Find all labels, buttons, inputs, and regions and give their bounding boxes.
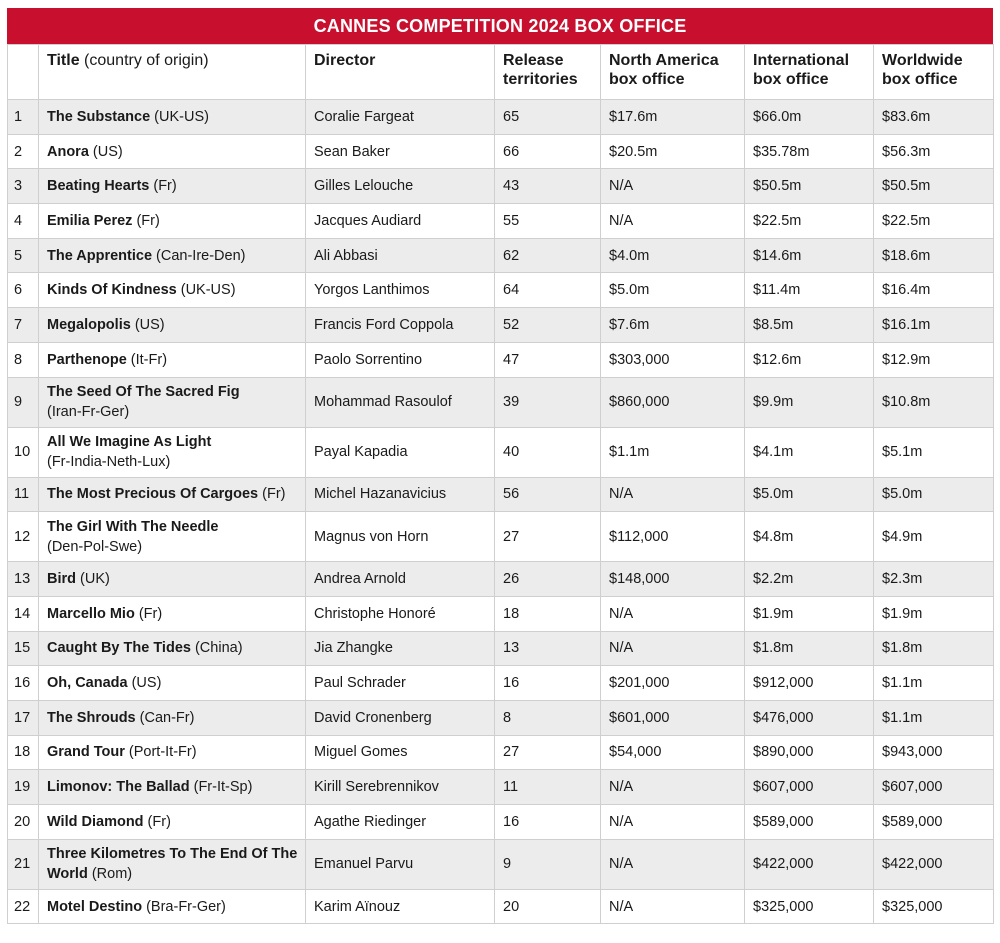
film-title: The Girl With The Needle <box>47 518 219 535</box>
cell-north-america: N/A <box>601 805 745 840</box>
cell-territories: 64 <box>495 273 601 308</box>
cell-international: $2.2m <box>745 562 874 597</box>
cell-north-america: N/A <box>601 839 745 889</box>
cell-rank: 12 <box>8 512 39 562</box>
film-origin: (Fr) <box>258 486 286 503</box>
cell-director: Paul Schrader <box>306 666 495 701</box>
cell-director: David Cronenberg <box>306 700 495 735</box>
film-title: Emilia Perez <box>47 212 133 229</box>
film-origin: (Bra-Fr-Ger) <box>142 898 226 915</box>
cell-director: Ali Abbasi <box>306 238 495 273</box>
cell-rank: 19 <box>8 770 39 805</box>
film-title: Megalopolis <box>47 316 131 333</box>
cell-worldwide: $1.8m <box>874 631 994 666</box>
table-banner: CANNES COMPETITION 2024 BOX OFFICE <box>7 8 993 44</box>
cell-worldwide: $83.6m <box>874 100 994 135</box>
film-origin: (Den-Pol-Swe) <box>47 538 143 555</box>
cell-territories: 47 <box>495 342 601 377</box>
film-title: The Most Precious Of Cargoes <box>47 486 259 503</box>
cell-worldwide: $325,000 <box>874 889 994 924</box>
film-title: Bird <box>47 571 76 588</box>
film-title: Marcello Mio <box>47 605 135 622</box>
table-row <box>8 169 994 204</box>
cell-north-america: $148,000 <box>601 562 745 597</box>
cell-territories: 62 <box>495 238 601 273</box>
cell-worldwide: $607,000 <box>874 770 994 805</box>
cell-international: $4.1m <box>745 427 874 477</box>
header-title: Title (country of origin) <box>39 45 306 100</box>
cell-north-america: $17.6m <box>601 100 745 135</box>
cell-rank: 7 <box>8 308 39 343</box>
cell-territories: 26 <box>495 562 601 597</box>
cell-north-america: $7.6m <box>601 308 745 343</box>
film-origin: (US) <box>88 143 123 160</box>
cell-director: Coralie Fargeat <box>306 100 495 135</box>
film-title: Caught By The Tides <box>47 640 191 657</box>
table-row <box>8 596 994 631</box>
cell-worldwide: $12.9m <box>874 342 994 377</box>
film-origin: (UK-US) <box>176 282 236 299</box>
table-row <box>8 631 994 666</box>
cell-international: $589,000 <box>745 805 874 840</box>
table-row <box>8 839 994 889</box>
cell-director: Emanuel Parvu <box>306 839 495 889</box>
cell-worldwide: $56.3m <box>874 134 994 169</box>
cell-worldwide: $1.9m <box>874 596 994 631</box>
cell-title <box>39 735 306 770</box>
cell-worldwide: $10.8m <box>874 377 994 427</box>
cell-north-america: N/A <box>601 204 745 239</box>
film-title: Grand Tour <box>47 744 125 761</box>
cell-international: $4.8m <box>745 512 874 562</box>
cell-rank: 20 <box>8 805 39 840</box>
film-title: The Apprentice <box>47 247 153 264</box>
cell-worldwide: $18.6m <box>874 238 994 273</box>
cell-international: $8.5m <box>745 308 874 343</box>
cell-territories: 13 <box>495 631 601 666</box>
table-row <box>8 100 994 135</box>
header-director: Director <box>306 45 495 100</box>
cell-rank: 10 <box>8 427 39 477</box>
cell-director: Karim Aïnouz <box>306 889 495 924</box>
cell-territories: 16 <box>495 805 601 840</box>
cell-territories: 52 <box>495 308 601 343</box>
film-title: Kinds Of Kindness <box>47 282 177 299</box>
table-row <box>8 427 994 477</box>
header-international: International box office <box>745 45 874 100</box>
cell-rank: 13 <box>8 562 39 597</box>
cell-rank: 16 <box>8 666 39 701</box>
film-title: Anora <box>47 143 89 160</box>
cell-rank: 3 <box>8 169 39 204</box>
cell-worldwide: $16.1m <box>874 308 994 343</box>
cell-north-america: N/A <box>601 596 745 631</box>
box-office-table-container <box>7 8 993 924</box>
header-north-america: North America box office <box>601 45 745 100</box>
film-origin: (US) <box>130 316 165 333</box>
film-origin: (Fr) <box>143 813 171 830</box>
cell-worldwide: $16.4m <box>874 273 994 308</box>
table-row <box>8 204 994 239</box>
cell-title <box>39 770 306 805</box>
cell-rank: 2 <box>8 134 39 169</box>
cell-director: Francis Ford Coppola <box>306 308 495 343</box>
cell-territories: 9 <box>495 839 601 889</box>
cell-director: Mohammad Rasoulof <box>306 377 495 427</box>
cell-director: Michel Hazanavicius <box>306 477 495 512</box>
cell-north-america: $54,000 <box>601 735 745 770</box>
cell-north-america: $112,000 <box>601 512 745 562</box>
cell-rank: 8 <box>8 342 39 377</box>
film-title: Beating Hearts <box>47 178 150 195</box>
cell-rank: 22 <box>8 889 39 924</box>
table-row <box>8 273 994 308</box>
cell-rank: 14 <box>8 596 39 631</box>
cell-title <box>39 169 306 204</box>
cell-international: $35.78m <box>745 134 874 169</box>
cell-title <box>39 308 306 343</box>
cell-worldwide: $5.1m <box>874 427 994 477</box>
film-origin: (Fr) <box>149 178 177 195</box>
cell-international: $22.5m <box>745 204 874 239</box>
cell-north-america: N/A <box>601 477 745 512</box>
film-origin: (Can-Fr) <box>135 709 195 726</box>
cell-rank: 11 <box>8 477 39 512</box>
film-title: Oh, Canada <box>47 675 128 692</box>
cell-international: $912,000 <box>745 666 874 701</box>
film-title: The Substance <box>47 108 151 125</box>
cell-title <box>39 889 306 924</box>
cell-title <box>39 134 306 169</box>
cell-territories: 56 <box>495 477 601 512</box>
film-origin: (US) <box>127 675 162 692</box>
cell-director: Jacques Audiard <box>306 204 495 239</box>
cell-worldwide: $943,000 <box>874 735 994 770</box>
cell-territories: 20 <box>495 889 601 924</box>
header-territories: Release territories <box>495 45 601 100</box>
cell-director: Christophe Honoré <box>306 596 495 631</box>
film-origin: (UK) <box>76 571 110 588</box>
cell-international: $66.0m <box>745 100 874 135</box>
cell-rank: 5 <box>8 238 39 273</box>
cell-territories: 11 <box>495 770 601 805</box>
cell-title <box>39 377 306 427</box>
cell-rank: 17 <box>8 700 39 735</box>
cell-territories: 40 <box>495 427 601 477</box>
table-row <box>8 805 994 840</box>
cell-worldwide: $22.5m <box>874 204 994 239</box>
cell-north-america: $4.0m <box>601 238 745 273</box>
cell-rank: 9 <box>8 377 39 427</box>
cell-rank: 6 <box>8 273 39 308</box>
cell-international: $1.9m <box>745 596 874 631</box>
cell-rank: 21 <box>8 839 39 889</box>
cell-director: Kirill Serebrennikov <box>306 770 495 805</box>
cell-international: $5.0m <box>745 477 874 512</box>
table-row <box>8 342 994 377</box>
table-row <box>8 700 994 735</box>
film-title: Motel Destino <box>47 898 143 915</box>
cell-international: $325,000 <box>745 889 874 924</box>
cell-director: Payal Kapadia <box>306 427 495 477</box>
film-title: Parthenope <box>47 351 127 368</box>
cell-director: Yorgos Lanthimos <box>306 273 495 308</box>
film-origin: (UK-US) <box>150 108 209 125</box>
cell-director: Magnus von Horn <box>306 512 495 562</box>
cell-title <box>39 342 306 377</box>
film-title: Three Kilometres To The End Of The World <box>47 846 298 883</box>
table-row <box>8 477 994 512</box>
cell-international: $9.9m <box>745 377 874 427</box>
cell-territories: 27 <box>495 512 601 562</box>
cell-title <box>39 700 306 735</box>
film-origin: (China) <box>190 640 243 657</box>
cell-north-america: $1.1m <box>601 427 745 477</box>
cell-title <box>39 631 306 666</box>
film-origin: (Can-Ire-Den) <box>152 247 246 264</box>
box-office-table <box>7 44 994 924</box>
cell-title <box>39 100 306 135</box>
cell-international: $12.6m <box>745 342 874 377</box>
cell-international: $890,000 <box>745 735 874 770</box>
cell-worldwide: $1.1m <box>874 700 994 735</box>
cell-territories: 39 <box>495 377 601 427</box>
table-row <box>8 377 994 427</box>
cell-director: Sean Baker <box>306 134 495 169</box>
cell-director: Miguel Gomes <box>306 735 495 770</box>
cell-north-america: $201,000 <box>601 666 745 701</box>
film-title: All We Imagine As Light <box>47 434 212 450</box>
cell-territories: 27 <box>495 735 601 770</box>
cell-north-america: $5.0m <box>601 273 745 308</box>
header-row <box>8 45 994 100</box>
cell-director: Gilles Lelouche <box>306 169 495 204</box>
film-origin: (Fr-India-Neth-Lux) <box>47 454 171 470</box>
cell-rank: 4 <box>8 204 39 239</box>
cell-title <box>39 204 306 239</box>
header-rank <box>8 45 39 100</box>
cell-director: Andrea Arnold <box>306 562 495 597</box>
cell-title <box>39 477 306 512</box>
table-row <box>8 562 994 597</box>
film-origin: (It-Fr) <box>126 351 168 368</box>
cell-worldwide: $50.5m <box>874 169 994 204</box>
film-origin: (Iran-Fr-Ger) <box>47 404 130 420</box>
cell-title <box>39 839 306 889</box>
cell-north-america: N/A <box>601 631 745 666</box>
cell-north-america: N/A <box>601 169 745 204</box>
table-row <box>8 308 994 343</box>
cell-territories: 55 <box>495 204 601 239</box>
cell-territories: 65 <box>495 100 601 135</box>
cell-director: Paolo Sorrentino <box>306 342 495 377</box>
cell-international: $11.4m <box>745 273 874 308</box>
cell-north-america: $860,000 <box>601 377 745 427</box>
cell-rank: 1 <box>8 100 39 135</box>
film-origin: (Fr) <box>134 605 163 622</box>
header-worldwide: Worldwide box office <box>874 45 994 100</box>
cell-title <box>39 562 306 597</box>
cell-international: $476,000 <box>745 700 874 735</box>
film-origin: (Fr) <box>132 212 160 229</box>
cell-international: $14.6m <box>745 238 874 273</box>
cell-international: $422,000 <box>745 839 874 889</box>
cell-north-america: $20.5m <box>601 134 745 169</box>
cell-rank: 18 <box>8 735 39 770</box>
table-row <box>8 512 994 562</box>
cell-territories: 43 <box>495 169 601 204</box>
cell-director: Jia Zhangke <box>306 631 495 666</box>
cell-north-america: $303,000 <box>601 342 745 377</box>
cell-rank: 15 <box>8 631 39 666</box>
film-title: Wild Diamond <box>47 813 144 830</box>
table-row <box>8 889 994 924</box>
table-row <box>8 770 994 805</box>
cell-north-america: N/A <box>601 770 745 805</box>
film-origin: (Rom) <box>87 866 133 883</box>
cell-title <box>39 805 306 840</box>
cell-worldwide: $2.3m <box>874 562 994 597</box>
cell-title <box>39 273 306 308</box>
table-row <box>8 735 994 770</box>
film-origin: (Fr-It-Sp) <box>189 779 253 796</box>
cell-international: $50.5m <box>745 169 874 204</box>
cell-worldwide: $422,000 <box>874 839 994 889</box>
cell-title <box>39 512 306 562</box>
cell-territories: 18 <box>495 596 601 631</box>
table-row <box>8 666 994 701</box>
cell-international: $1.8m <box>745 631 874 666</box>
table-row <box>8 238 994 273</box>
cell-worldwide: $1.1m <box>874 666 994 701</box>
film-title: The Seed Of The Sacred Fig <box>47 384 240 400</box>
film-title: The Shrouds <box>47 709 136 726</box>
cell-worldwide: $5.0m <box>874 477 994 512</box>
cell-title <box>39 596 306 631</box>
cell-north-america: N/A <box>601 889 745 924</box>
film-title: Limonov: The Ballad <box>47 779 190 796</box>
cell-title <box>39 666 306 701</box>
cell-director: Agathe Riedinger <box>306 805 495 840</box>
film-origin: (Port-It-Fr) <box>124 744 197 761</box>
table-body <box>8 100 994 924</box>
cell-worldwide: $589,000 <box>874 805 994 840</box>
cell-territories: 8 <box>495 700 601 735</box>
cell-title <box>39 427 306 477</box>
cell-north-america: $601,000 <box>601 700 745 735</box>
cell-title <box>39 238 306 273</box>
cell-territories: 16 <box>495 666 601 701</box>
cell-territories: 66 <box>495 134 601 169</box>
table-row <box>8 134 994 169</box>
cell-international: $607,000 <box>745 770 874 805</box>
cell-worldwide: $4.9m <box>874 512 994 562</box>
